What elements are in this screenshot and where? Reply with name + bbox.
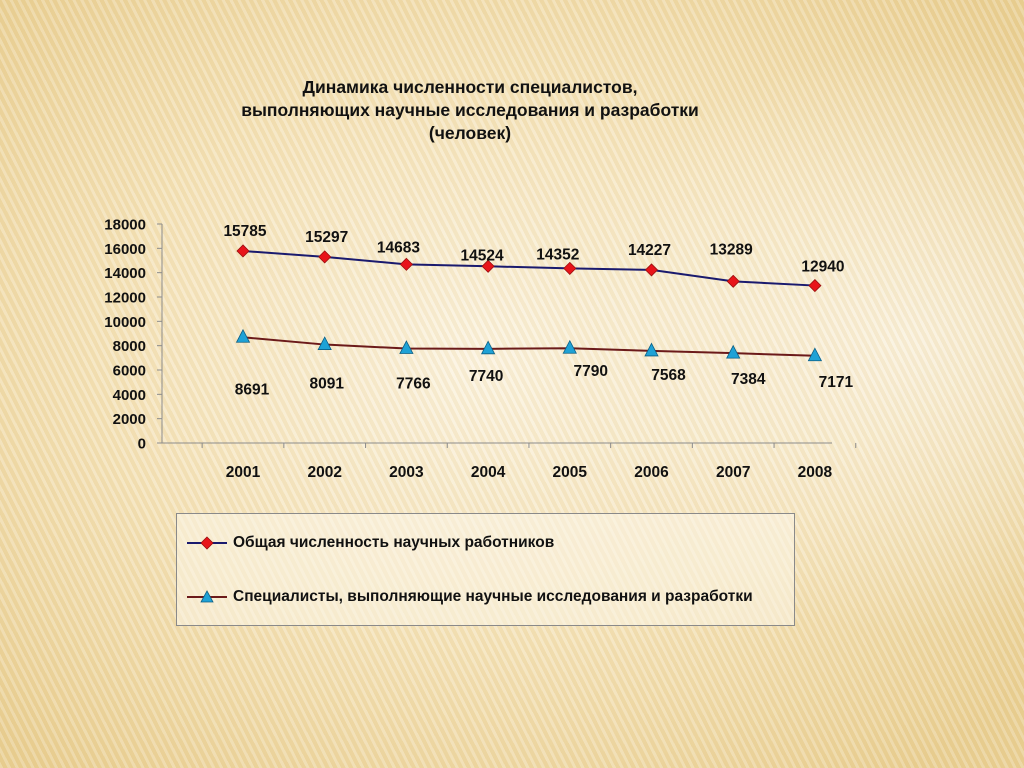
chart-legend <box>176 513 795 626</box>
data-point-triangle <box>645 343 658 356</box>
legend-item-total <box>185 532 554 554</box>
legend-swatch-diamond <box>185 533 229 553</box>
data-point-diamond <box>319 251 331 263</box>
x-tick-label: 2007 <box>715 464 751 481</box>
y-tick-label: 10000 <box>104 313 146 331</box>
data-point-triangle <box>237 330 250 343</box>
data-label: 7384 <box>730 371 766 389</box>
data-label: 7171 <box>818 373 854 391</box>
x-tick-label: 2005 <box>552 464 588 481</box>
x-tick-label: 2002 <box>307 464 342 481</box>
data-point-diamond <box>400 258 412 270</box>
data-point-diamond <box>237 245 249 257</box>
data-label: 14524 <box>460 247 504 265</box>
y-tick-label: 0 <box>137 435 146 453</box>
data-point-triangle <box>727 346 740 359</box>
data-label: 13289 <box>709 241 753 259</box>
y-tick-label: 6000 <box>112 362 146 380</box>
x-tick-label: 2006 <box>634 464 669 481</box>
data-point-triangle <box>808 348 821 361</box>
data-label: 7740 <box>468 367 504 385</box>
y-tick-label: 16000 <box>104 240 146 258</box>
y-tick-label: 14000 <box>104 265 146 283</box>
data-label: 14683 <box>376 239 420 257</box>
x-tick-label: 2003 <box>389 464 424 481</box>
data-label: 7766 <box>396 375 431 393</box>
data-label: 14227 <box>627 241 672 259</box>
legend-label-total: Общая численность научных работников <box>233 534 555 551</box>
x-tick-label: 2001 <box>225 464 261 481</box>
data-label: 15785 <box>223 222 267 240</box>
data-label: 7568 <box>651 366 686 384</box>
data-label: 14352 <box>536 246 580 264</box>
data-point-triangle <box>482 341 495 354</box>
data-point-triangle <box>400 341 413 354</box>
y-tick-label: 2000 <box>112 411 146 429</box>
y-tick-label: 12000 <box>104 289 146 307</box>
data-label: 8691 <box>234 381 270 399</box>
data-point-diamond <box>564 262 576 274</box>
x-tick-label: 2004 <box>470 464 506 481</box>
data-point-diamond <box>809 280 821 292</box>
y-tick-label: 8000 <box>112 338 146 356</box>
chart-title-line-1: Динамика численности специалистов, <box>302 77 638 97</box>
legend-item-specialists <box>185 586 753 608</box>
legend-swatch-triangle <box>185 587 229 607</box>
legend-label-specialists: Специалисты, выполняющие научные исследования и разработки <box>233 588 753 605</box>
data-point-triangle <box>563 341 576 354</box>
chart-title-line-2: выполняющих научные исследования и разработки <box>241 100 699 120</box>
data-label: 8091 <box>309 375 344 393</box>
x-tick-label: 2008 <box>797 464 833 481</box>
data-label: 12940 <box>801 258 845 276</box>
data-label: 7790 <box>573 363 609 381</box>
y-tick-label: 4000 <box>112 386 146 404</box>
chart-title-line-3: (человек) <box>428 123 512 143</box>
y-tick-label: 18000 <box>104 216 146 234</box>
data-label: 15297 <box>305 228 349 246</box>
data-point-diamond <box>727 275 739 287</box>
data-point-diamond <box>646 264 658 276</box>
